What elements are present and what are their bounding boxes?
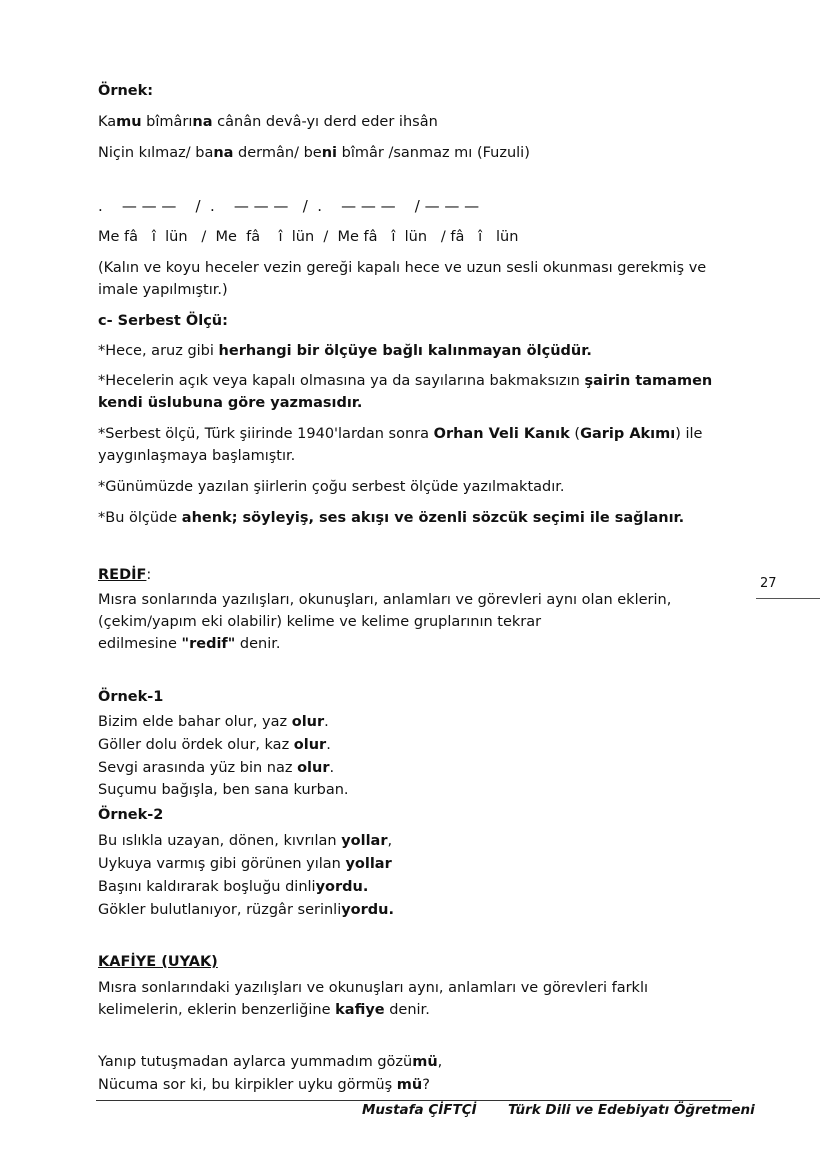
free-meter-heading: c- Serbest Ölçü: <box>98 313 228 329</box>
free-meter-bullet-2-cont: kendi üslubuna göre yazmasıdır. <box>98 395 363 411</box>
redif-example-2-title: Örnek-2 <box>98 807 164 823</box>
redif-def-1: Mısra sonlarında yazılışları, okunuşları, anlamları ve görevleri aynı olan eklerin, <box>98 592 672 608</box>
footer-role: Türk Dili ve Edebiyatı Öğretmeni <box>508 1102 755 1118</box>
kafiye-def-2: kelimelerin, eklerin benzerliğine kafiye denir. <box>98 1002 430 1018</box>
free-meter-bullet-2: *Hecelerin açık veya kapalı olmasına ya da sayılarına bakmaksızın şairin tamamen <box>98 373 713 389</box>
redif-example-1-line-2: Göller dolu ördek olur, kaz olur. <box>98 737 331 753</box>
redif-heading: REDİF: <box>98 567 152 583</box>
redif-example-2-line-2: Uykuya varmış gibi görünen yılan yollar <box>98 856 392 872</box>
kafiye-example-line-2: Nücuma sor ki, bu kirpikler uyku görmüş mü? <box>98 1077 430 1093</box>
redif-example-1-line-4: Suçumu bağışla, ben sana kurban. <box>98 782 349 798</box>
redif-example-2-line-4: Gökler bulutlanıyor, rüzgâr serinliyordu. <box>98 902 395 918</box>
free-meter-bullet-3-cont: yaygınlaşmaya başlamıştır. <box>98 448 296 464</box>
example-title: Örnek: <box>98 83 154 99</box>
kafiye-def-1: Mısra sonlarındaki yazılışları ve okunuşları aynı, anlamları ve görevleri farklı <box>98 980 649 996</box>
redif-example-2-line-1: Bu ıslıkla uzayan, dönen, kıvrılan yollar, <box>98 833 393 849</box>
note-line-1: (Kalın ve koyu heceler vezin gereği kapalı hece ve uzun sesli okunması gerekmiş ve <box>98 260 707 276</box>
free-meter-bullet-3: *Serbest ölçü, Türk şiirinde 1940'lardan sonra Orhan Veli Kanık (Garip Akımı) ile <box>98 426 703 442</box>
footer-rule <box>96 1100 732 1101</box>
redif-example-1-title: Örnek-1 <box>98 689 164 705</box>
free-meter-bullet-4: *Günümüzde yazılan şiirlerin çoğu serbest ölçüde yazılmaktadır. <box>98 479 565 495</box>
meter-syllables: Me fâ î lün / Me fâ î lün / Me fâ î lün / fâ î lün <box>98 229 519 245</box>
redif-example-1-line-1: Bizim elde bahar olur, yaz olur. <box>98 714 329 730</box>
meter-pattern: . — — — / . — — — / . — — — / — — — <box>98 197 480 215</box>
redif-def-2: (çekim/yapım eki olabilir) kelime ve kelime gruplarının tekrar <box>98 614 542 630</box>
redif-example-2-line-3: Başını kaldırarak boşluğu dinliyordu. <box>98 879 369 895</box>
aruz-line-2: Niçin kılmaz/ bana dermân/ beni bîmâr /sanmaz mı (Fuzuli) <box>98 145 530 161</box>
note-line-2: imale yapılmıştır.) <box>98 282 228 298</box>
kafiye-example-line-1: Yanıp tutuşmadan aylarca yummadım gözümü, <box>98 1054 443 1070</box>
footer-author: Mustafa ÇİFTÇİ <box>362 1102 477 1118</box>
page-number-rule <box>756 598 820 599</box>
aruz-line-1: Kamu bîmârına cânân devâ-yı derd eder ihsân <box>98 114 438 130</box>
free-meter-bullet-1: *Hece, aruz gibi herhangi bir ölçüye bağlı kalınmayan ölçüdür. <box>98 343 592 359</box>
kafiye-heading: KAFİYE (UYAK) <box>98 954 218 970</box>
page-number: 27 <box>760 576 777 591</box>
free-meter-bullet-5: *Bu ölçüde ahenk; söyleyiş, ses akışı ve özenli sözcük seçimi ile sağlanır. <box>98 510 685 526</box>
redif-def-3: edilmesine "redif" denir. <box>98 636 281 652</box>
redif-example-1-line-3: Sevgi arasında yüz bin naz olur. <box>98 760 335 776</box>
